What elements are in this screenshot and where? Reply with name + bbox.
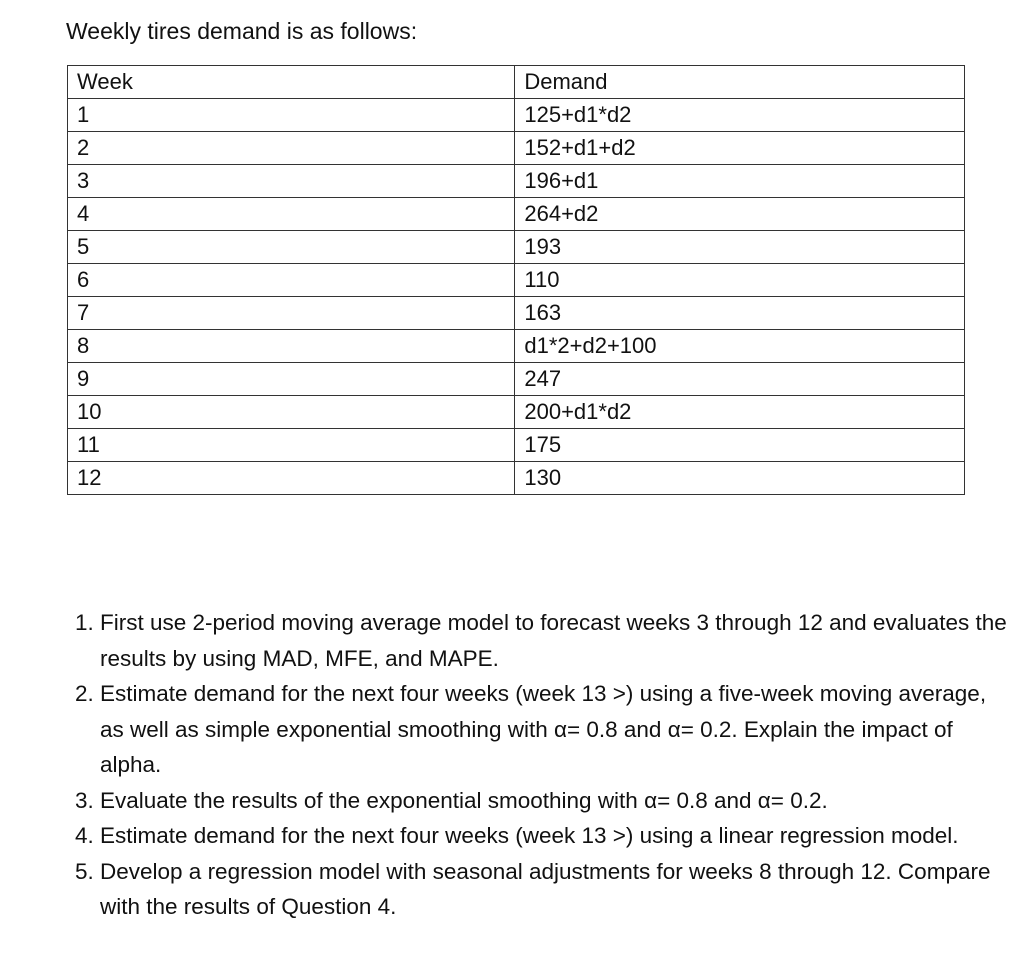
week-cell: 11 <box>68 429 515 462</box>
week-cell: 12 <box>68 462 515 495</box>
table-row <box>68 297 965 330</box>
table-row <box>68 198 965 231</box>
demand-cell: 163 <box>515 297 965 330</box>
table-body <box>68 99 965 495</box>
table-row <box>68 132 965 165</box>
week-cell: 5 <box>68 231 515 264</box>
demand-cell: 175 <box>515 429 965 462</box>
week-cell: 9 <box>68 363 515 396</box>
week-cell: 4 <box>68 198 515 231</box>
demand-cell: 247 <box>515 363 965 396</box>
question-item: 5. Develop a regression model with seasonal adjustments for weeks 8 through 12. Compare with the results of Question 4. <box>100 854 1012 925</box>
intro-text: Weekly tires demand is as follows: <box>66 18 418 44</box>
table-row <box>68 396 965 429</box>
table-row <box>68 99 965 132</box>
table-row <box>68 231 965 264</box>
demand-cell: 125+d1*d2 <box>515 99 965 132</box>
table-row <box>68 264 965 297</box>
question-item: 4. Estimate demand for the next four weeks (week 13 >) using a linear regression model. <box>100 818 1012 854</box>
table-row <box>68 363 965 396</box>
demand-cell: 193 <box>515 231 965 264</box>
week-cell: 3 <box>68 165 515 198</box>
question-item: 3. Evaluate the results of the exponential smoothing with α= 0.8 and α= 0.2. <box>100 783 1012 819</box>
week-cell: 1 <box>68 99 515 132</box>
demand-cell: 196+d1 <box>515 165 965 198</box>
demand-cell: 152+d1+d2 <box>515 132 965 165</box>
question-item: 1. First use 2-period moving average model to forecast weeks 3 through 12 and evaluates the results by using MAD, MFE, and MAPE. <box>100 605 1012 676</box>
question-item: 2. Estimate demand for the next four weeks (week 13 >) using a five-week moving average, as well as simple exponential smoothing with α= 0.8 and α= 0.2. Explain the impact of alpha. <box>100 676 1012 783</box>
week-cell: 7 <box>68 297 515 330</box>
demand-table <box>67 65 965 495</box>
demand-cell: 130 <box>515 462 965 495</box>
table-header-row <box>68 66 965 99</box>
table-row <box>68 429 965 462</box>
demand-cell: d1*2+d2+100 <box>515 330 965 363</box>
header-demand: Demand <box>515 66 965 99</box>
week-cell: 6 <box>68 264 515 297</box>
demand-cell: 264+d2 <box>515 198 965 231</box>
header-week: Week <box>68 66 515 99</box>
week-cell: 2 <box>68 132 515 165</box>
table-row <box>68 462 965 495</box>
week-cell: 10 <box>68 396 515 429</box>
demand-cell: 110 <box>515 264 965 297</box>
week-cell: 8 <box>68 330 515 363</box>
table-row <box>68 330 965 363</box>
questions-list <box>58 605 1012 925</box>
demand-cell: 200+d1*d2 <box>515 396 965 429</box>
table-row <box>68 165 965 198</box>
